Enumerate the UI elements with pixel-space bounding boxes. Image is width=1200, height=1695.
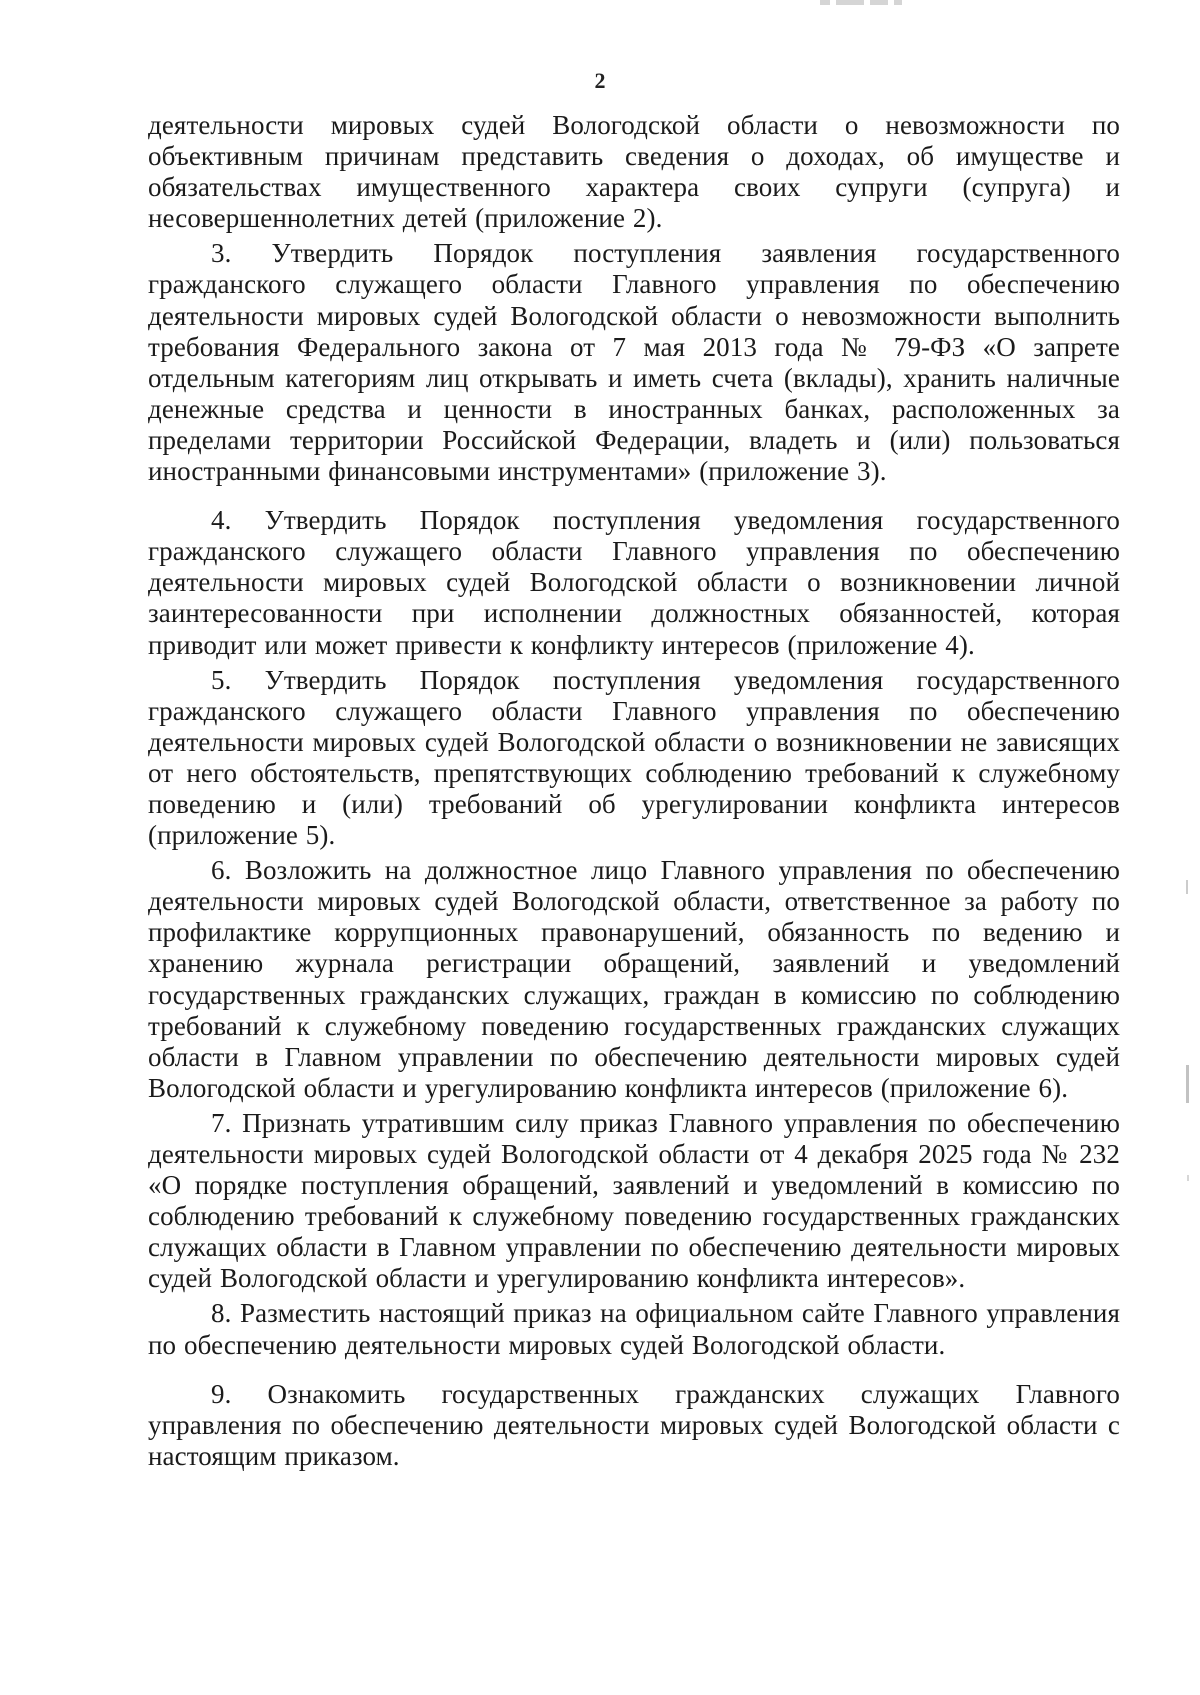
paragraph-item-4: 4. Утвердить Порядок поступления уведомления государственного гражданского служащего области Главного управления по обеспечению деятельности мировых судей Вологодской области о возникновении личной заинтересованности при исполнении должностных обязанностей, которая приводит или может привести к конфликту интересов (приложение 4). [148, 505, 1120, 660]
scan-artifact-margin-3 [1187, 1175, 1189, 1181]
paragraph-item-8: 8. Разместить настоящий приказ на официальном сайте Главного управления по обеспечению деятельности мировых судей Вологодской области. [148, 1298, 1120, 1360]
scan-artifact-margin-1 [1186, 880, 1188, 894]
paragraph-item-7: 7. Признать утратившим силу приказ Главного управления по обеспечению деятельности мировых судей Вологодской области от 4 декабря 2025 года № 232 «О порядке поступления обращений, заявлений и уведомлений в комиссию по соблюдению требований к служебному поведению государственных гражданских служащих области в Главном управлении по обеспечению деятельности мировых судей Вологодской области и урегулированию конфликта интересов». [148, 1107, 1120, 1294]
paragraph-item-3: 3. Утвердить Порядок поступления заявления государственного гражданского служащего области Главного управления по обеспечению деятельности мировых судей Вологодской области о невозможности выполнить требования Федерального закона от 7 мая 2013 года № 79-ФЗ «О запрете отдельным категориям лиц открывать и иметь счета (вклады), хранить наличные денежные средства и ценности в иностранных банках, расположенных за пределами территории Российской Федерации, владеть и (или) пользоваться иностранными финансовыми инструментами» (приложение 3). [148, 238, 1120, 487]
paragraph-item-6: 6. Возложить на должностное лицо Главного управления по обеспечению деятельности мировых судей Вологодской области, ответственное за работу по профилактике коррупционных правонарушений, обязанность по ведению и хранению журнала регистрации обращений, заявлений и уведомлений государственных гражданских служащих, граждан в комиссию по соблюдению требований к служебному поведению государственных гражданских служащих области в Главном управлении по обеспечению деятельности мировых судей Вологодской области и урегулированию конфликта интересов (приложение 6). [148, 855, 1120, 1103]
paragraph-continuation: деятельности мировых судей Вологодской области о невозможности по объективным причинам представить сведения о доходах, об имуществе и обязательствах имущественного характера своих супруги (супруга) и несовершеннолетних детей (приложение 2). [148, 110, 1120, 234]
document-body [148, 110, 1120, 1472]
scan-artifact-margin-2 [1186, 1065, 1189, 1103]
page-number: 2 [594, 68, 606, 93]
paragraph-item-9: 9. Ознакомить государственных гражданских служащих Главного управления по обеспечению деятельности мировых судей Вологодской области с настоящим приказом. [148, 1378, 1120, 1471]
scan-artifact-top [820, 0, 940, 8]
paragraph-item-5: 5. Утвердить Порядок поступления уведомления государственного гражданского служащего области Главного управления по обеспечению деятельности мировых судей Вологодской области о возникновении не зависящих от него обстоятельств, препятствующих соблюдению требований к служебному поведению и (или) требований об урегулировании конфликта интересов (приложение 5). [148, 664, 1120, 851]
